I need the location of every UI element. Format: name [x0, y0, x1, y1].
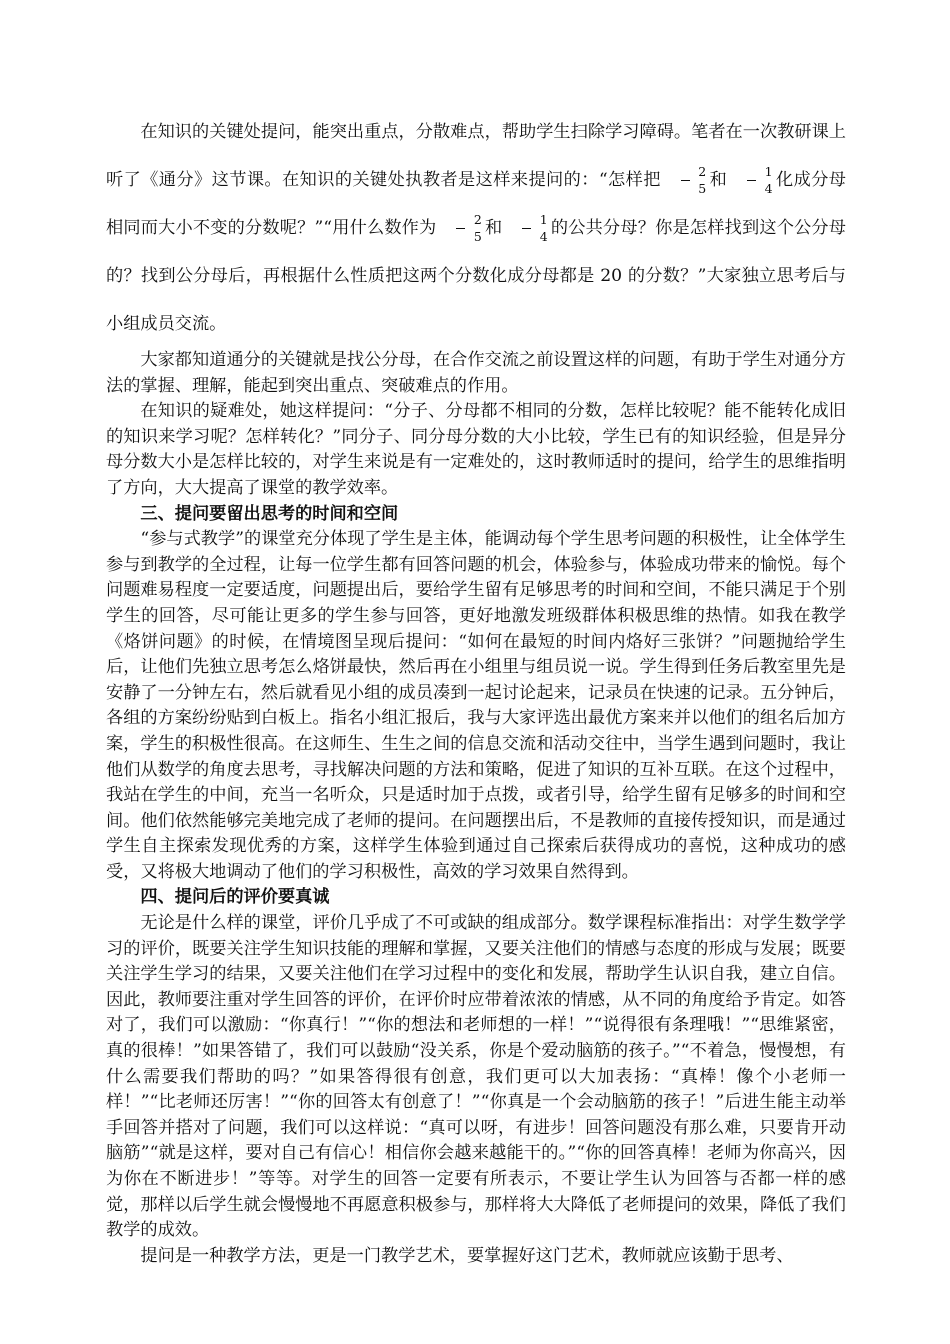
- paragraph-difficult-point-questioning: 在知识的疑难处，她这样提问：“分子、分母都不相同的分数，怎样比较呢？能不能转化成旧的知识来学习呢？怎样转化？”同分子、同分母分数的大小比较，学生已有的知识经验，但是异分母分数大小是怎样比较的，对学生来说是有一定难处的，这时教师适时的提问，给学生的思维指明了方向，大大提高了课堂的教学效率。: [106, 401, 846, 498]
- fraction-denominator: 4: [764, 181, 773, 196]
- fraction-denominator: 4: [539, 229, 548, 244]
- paragraph-sincere-evaluation: 无论是什么样的课堂，评价几乎成了不可或缺的组成部分。数学课程标准指出：对学生数学学习的评价，既要关注学生知识技能的理解和掌握，又要关注他们的情感与态度的形成与发展；既要关注学生学习的结果，又要关注他们在学习过程中的变化和发展，帮助学生认识自我，建立自信。因此，教师要注重对学生回答的评价，在评价时应带着浓浓的情感，从不同的角度给予肯定。如答对了，我们可以激励：“你真行！”“你的想法和老师想的一样！”“说得很有条理哦！”“思维紧密，真的很棒！”如果答错了，我们可以鼓励“没关系，你是个爱动脑筋的孩子。”“不着急，慢慢想，有什么需要我们帮助的吗？”如果答得很有创意，我们更可以大加表扬：“真棒！像个小老师一样！”“比老师还厉害！”“你的回答太有创意了！”“你真是一个会动脑筋的孩子！”后进生能主动举手回答并搭对了问题，我们可以这样说：“真可以呀，有进步！回答问题没有那么难，只要肯开动脑筋”“就是这样，要对自己有信心！相信你会越来越能干的。”“你的回答真棒！老师为你高兴，因为你在不断进步！”等等。对学生的回答一定要有所表示，不要让学生认为回答与否都一样的感觉，那样以后学生就会慢慢地不再愿意积极参与，那样将大大降低了老师提问的效果，降低了我们教学的成效。: [106, 913, 846, 1241]
- paragraph-text: 化成分母相同而大小不变的分数呢？”“用什么数作为: [106, 170, 846, 238]
- paragraph-participatory-teaching: “参与式教学”的课堂充分体现了学生是主体，能调动每个学生思考问题的积极性，让全体学生参与到教学的全过程，让每一位学生都有回答问题的机会，体验参与，体验成功带来的愉悦。每个问题难易程度一定要适度，问题提出后，要给学生留有足够思考的时间和空间，不能只满足于个别学生的回答，尽可能让更多的学生参与回答，更好地激发班级群体积极思维的热情。如我在教学《烙饼问题》的时候，在情境图呈现后提问：“如何在最短的时间内烙好三张饼？”问题抛给学生后，让他们先独立思考怎么烙饼最快，然后再在小组里与组员说一说。学生得到任务后教室里先是安静了一分钟左右，然后就看见小组的成员凑到一起讨论起来，记录员在快速的记录。五分钟后，各组的方案纷纷贴到白板上。指名小组汇报后，我与大家评选出最优方案来并以他们的组名后加方案，学生的积极性很高。在这师生、生生之间的信息交流和活动交往中，当学生遇到问题时，我让他们从数学的角度去思考，寻找解决问题的方法和策略，促进了知识的互补互联。在这个过程中，我站在学生的中间，充当一名听众，只是适时加于点拨，或者引导，给学生留有足够多的时间和空间。他们依然能够完美地完成了老师的提问。在问题摆出后，不是教师的直接传授知识，而是通过学生自主探索发现优秀的方案，这样学生体验到通过自己探索后获得成功的喜悦，这种成功的感受，又将极大地调动了他们的学习积极性，高效的学习效果自然得到。: [106, 529, 846, 882]
- paragraph-common-denominator: 大家都知道通分的关键就是找公分母，在合作交流之前设置这样的问题，有助于学生对通分方法的掌握、理解，能起到突出重点、突破难点的作用。: [106, 350, 846, 396]
- paragraph-questioning-art: 提问是一种教学方法，更是一门教学艺术，要掌握好这门艺术，教师就应该勤于思考、: [140, 1245, 794, 1266]
- fraction-two-fifths: [663, 165, 707, 196]
- fraction-bar: [522, 228, 531, 229]
- paragraph-text: 和: [484, 218, 503, 238]
- fraction-one-quarter: [504, 213, 548, 244]
- paragraph-text: 的公共分母？你是怎样找到这个公分母的？找到公分母后，再根据什么性质把这两个分数化成分母都是 20 的分数？”大家独立思考后与小组成员交流。: [106, 218, 846, 334]
- fraction-bar: [681, 180, 690, 181]
- fraction-bar: [747, 180, 756, 181]
- section-heading-3: 三、提问要留出思考的时间和空间: [140, 503, 399, 524]
- fraction-numerator: 2: [698, 164, 707, 179]
- fraction-two-fifths: [438, 213, 482, 244]
- section-heading-4: 四、提问后的评价要真诚: [140, 887, 330, 908]
- fraction-numerator: 1: [764, 164, 773, 179]
- fraction-bar: [456, 228, 465, 229]
- fraction-one-quarter: [729, 165, 773, 196]
- paragraph-text: 在知识的关键处提问，能突出重点，分散难点，帮助学生扫除学习障碍。笔者在一次教研课上听了《通分》这节课。在知识的关键处执教者是这样来提问的：“怎样把: [106, 122, 846, 190]
- fraction-denominator: 5: [698, 181, 707, 196]
- paragraph-key-point-questioning: [106, 108, 846, 348]
- fraction-denominator: 5: [473, 229, 482, 244]
- fraction-numerator: 1: [539, 212, 548, 227]
- fraction-numerator: 2: [473, 212, 482, 227]
- paragraph-text: 和: [709, 170, 728, 190]
